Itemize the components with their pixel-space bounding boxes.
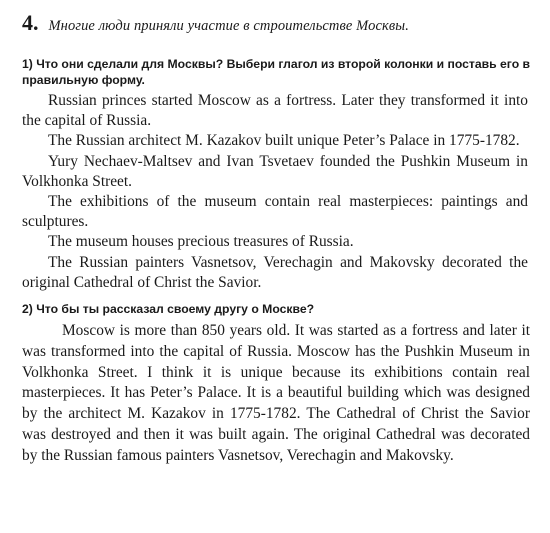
task-header bbox=[22, 10, 528, 42]
answer-sentence: The exhibitions of the museum contain real masterpieces: paintings and sculptures. bbox=[22, 193, 528, 231]
answer-sentence: Russian princes started Moscow as a fortress. Later they transformed it into the capital of Russia. bbox=[22, 92, 528, 130]
part2-story: Moscow is more than 850 years old. It was started as a fortress and later it was transformed into the capital of Russia. Moscow has the Pushkin Museum in Volkhonka Street. I think it is unique because its exhibitions contain real masterpieces. It has Peter’s Palace. It is a beautiful building which was designed by the architect M. Kazakov in 1775-1782. The Cathedral of Christ the Savior was destroyed and then it was built again. The original Cathedral was decorated by the Russian famous painters Vasnetsov, Verechagin and Makovsky. bbox=[22, 322, 530, 464]
exercise-page bbox=[22, 10, 531, 482]
answer-sentence: The Russian architect M. Kazakov built unique Peter’s Palace in 1775-1782. bbox=[48, 132, 520, 150]
part2-question: 2) Что бы ты рассказал своему другу о Москве? bbox=[22, 302, 315, 317]
answer-sentence: The Russian painters Vasnetsov, Verechagin and Makovsky decorated the original Cathedral of Christ the Savior. bbox=[22, 253, 528, 291]
answer-sentence: The museum houses precious treasures of Russia. bbox=[48, 233, 354, 251]
task-title: Многие люди приняли участие в строительстве Москвы. bbox=[48, 18, 409, 34]
part1-question: 1) Что они сделали для Москвы? Выбери глагол из второй колонки и поставь его в правильную форму. bbox=[22, 57, 531, 87]
answer-sentence: Yury Nechaev-Maltsev and Ivan Tsvetaev founded the Pushkin Museum in Volkhonka Street. bbox=[22, 152, 528, 190]
part1-sentences bbox=[22, 91, 528, 293]
task-number: 4. bbox=[22, 10, 39, 35]
